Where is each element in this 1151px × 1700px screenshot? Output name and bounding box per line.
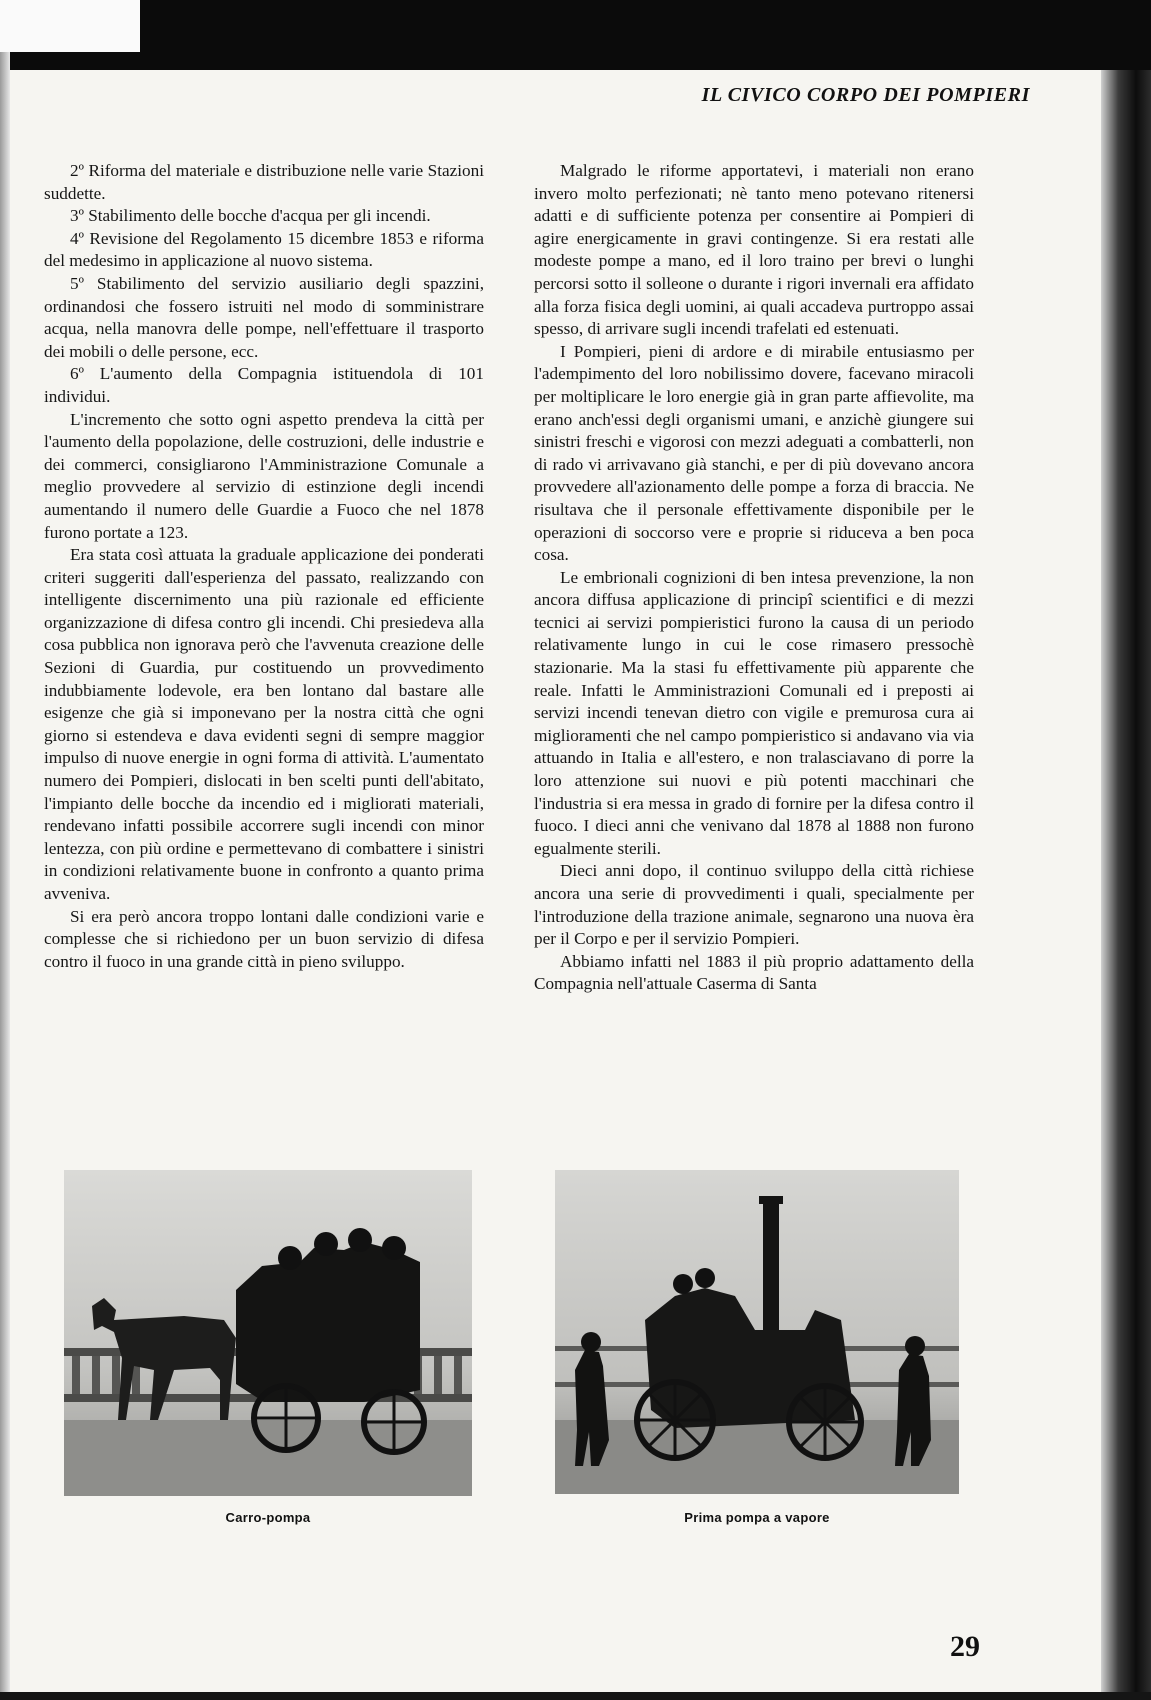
scan-left-edge: [0, 52, 10, 1700]
list-item-2: 2º Riforma del materiale e distribuzione nelle varie Stazioni suddette.: [44, 161, 484, 203]
list-item-3: 3º Stabilimento delle bocche d'acqua per gli incendi.: [70, 206, 431, 226]
paragraph: L'incremento che sotto ogni aspetto prendeva la città per l'aumento della popolazione, delle costruzioni, delle industrie e dei commerci, consigliarono l'Amministrazione Comunale a meglio provvedere al servizio di estinzione degli incendi aumentando il numero delle Guardie a Fuoco che nel 1878 furono portate a 123.: [44, 409, 484, 542]
right-text-column: [534, 160, 974, 996]
list-item-6: 6º L'aumento della Compagnia istituendola di 101 individui.: [44, 364, 484, 406]
paragraph: Malgrado le riforme apportatevi, i materiali non erano invero molto perfezionati; nè tanto meno potevano ritenersi adatti e di sufficiente potenza per consentire ai Pompieri di agire energicamente in gravi contingenze. Si era restati alle modeste pompe a mano, ed il loro traino per brevi o lunghi percorsi sotto il solleone o durante i rigori invernali era affidato alla forza fisica degli uomini, ai quali accadeva purtroppo assai spesso, di arrivare sugli incendi trafelati ed estenuati.: [534, 161, 974, 339]
scan-top-notch: [0, 0, 140, 52]
photo-horse-drawn-pump-cart: [64, 1170, 472, 1496]
running-header: IL CIVICO CORPO DEI POMPIERI: [701, 84, 1030, 106]
paragraph: Era stata così attuata la graduale applicazione dei ponderati criteri suggeriti dall'esperienza del passato, realizzando con intelligente discernimento una più razionale ed efficiente organizzazione di difesa contro gli incendi. Chi presiedeva alla cosa pubblica non ignorava però che l'avvenuta creazione delle Sezioni di Guardia, pur costituendo un provvedimento indubbiamente lodevole, era ben lontano dal bastare alle esigenze che già si imponevano per la nostra città che ogni giorno si estendeva e dava evidenti segni di sempre maggior impulso di nuove energie in ogni forma di attività. L'aumentato numero dei Pompieri, dislocati in ben scelti punti dell'abitato, l'impianto delle bocche da incendio ed i migliorati materiali, rendevano infatti possibile accorrere sugli incendi con minor lentezza, con più ordine e permettevano di combattere i sinistri in condizioni relativamente buone in confronto a quanto prima avveniva.: [44, 545, 484, 903]
photo-first-steam-pump: [555, 1170, 959, 1494]
list-item-5: 5º Stabilimento del servizio ausiliario degli spazzini, ordinandosi che fossero istruiti nel modo di somministrare acqua, nella manovra delle pompe, nell'effettuare il trasporto dei mobili o delle persone, ecc.: [44, 273, 484, 361]
page-number: 29: [950, 1630, 980, 1663]
list-item-4: 4º Revisione del Regolamento 15 dicembre 1853 e riforma del medesimo in applicazione al nuovo sistema.: [44, 228, 484, 271]
paragraph: Abbiamo infatti nel 1883 il più proprio adattamento della Compagnia nell'attuale Caserma di Santa: [534, 951, 974, 994]
paragraph: Le embrionali cognizioni di ben intesa prevenzione, la non ancora diffusa applicazione di principî scientifici e di mezzi tecnici ai servizi pompieristici furono la causa di un periodo relativamente lungo in cui le cose rimasero pressochè stazionarie. Ma la stasi fu effettivamente più apparente che reale. Infatti le Amministrazioni Comunali ed i preposti ai servizi incendi tenevan dietro con vigile e premurosa cura ai miglioramenti che nel campo pompieristico si andavano via via attuando in Italia e all'estero, e non tralasciavano di porre la loro attenzione sui nuovi e più potenti macchinari che l'industria si era messa in grado di fornire per la difesa contro il fuoco. I dieci anni che venivano dal 1878 al 1888 non furono egualmente sterili.: [534, 567, 974, 858]
figure-caption-left: Carro-pompa: [225, 1510, 311, 1525]
paragraph: Dieci anni dopo, il continuo sviluppo della città richiese ancora una serie di provvedimenti i quali, specialmente per l'introduzione della trazione animale, segnarono una nuova èra per il Corpo e per il servizio Pompieri.: [534, 861, 974, 949]
left-text-column: [44, 160, 484, 973]
paragraph: Si era però ancora troppo lontani dalle condizioni varie e complesse che si richiedono per un buon servizio di difesa contro il fuoco in una grande città in pieno sviluppo.: [44, 906, 484, 971]
figure-caption-right: Prima pompa a vapore: [684, 1510, 830, 1525]
paragraph: I Pompieri, pieni di ardore e di mirabile entusiasmo per l'adempimento del loro nobilissimo dovere, facevano miracoli per moltiplicare le loro energie già in gran parte affievolite, ma erano anch'essi degli organismi umani, e anzichè giungere sui sinistri freschi e vigorosi con mezzi adeguati a combatterli, non di rado vi arrivavano già stanchi, e per di più dovevano ancora provvedere all'azionamento delle pompe a forza di braccia. Ne risultava che il personale effettivamente disponibile per le operazioni di soccorso vere e proprie si riduceva a ben poca cosa.: [534, 341, 974, 565]
scan-right-binding-shadow: [1101, 70, 1151, 1700]
scan-top-border: [0, 0, 1151, 70]
scan-bottom-border: [0, 1692, 1151, 1700]
